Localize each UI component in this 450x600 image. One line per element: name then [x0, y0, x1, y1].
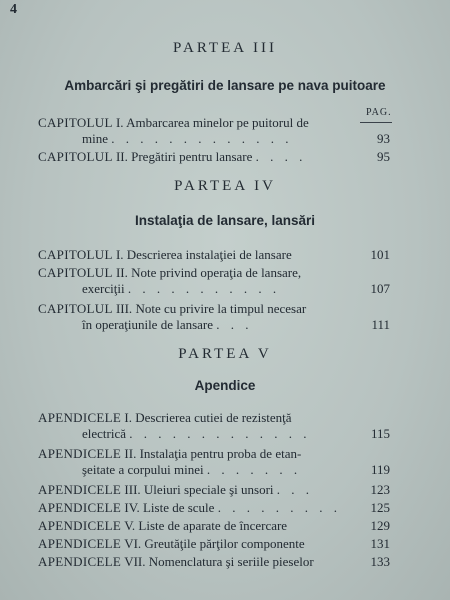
- page-ref: 101: [370, 247, 390, 262]
- part-heading-3: PARTEA III: [173, 40, 277, 56]
- toc-entry: CAPITOLUL I. Descrierea instalaţiei de lansare 101: [38, 247, 390, 262]
- pag-column-label: PAG.: [366, 107, 392, 118]
- page-ref: 111: [371, 317, 390, 332]
- toc-entry: APENDICELE IV. Liste de scule . . . . . . . . . 125: [38, 500, 390, 515]
- toc-entry: APENDICELE VII. Nomenclatura şi seriile pieselor 133: [38, 554, 390, 569]
- part-heading-4: PARTEA IV: [174, 178, 276, 194]
- page-ref: 115: [370, 426, 390, 441]
- toc-entry: APENDICELE II. Instalaţia pentru proba de etan- şeitate a corpului minei . . . . . . . 119: [38, 446, 390, 477]
- page-ref: 129: [370, 518, 390, 533]
- page-ref: 125: [370, 500, 390, 515]
- page-ref: 131: [370, 536, 390, 551]
- page-ref: 133: [370, 554, 390, 569]
- toc-entry: CAPITOLUL II. Note privind operaţia de lansare, exerciţii . . . . . . . . . . . 107: [38, 265, 390, 296]
- section-title-4: Instalaţia de lansare, lansări: [134, 213, 316, 228]
- page-ref: 123: [370, 482, 390, 497]
- page-number: 4: [10, 2, 17, 17]
- part-heading-5: PARTEA V: [178, 346, 272, 362]
- toc-entry: APENDICELE V. Liste de aparate de încercare 129: [38, 518, 390, 533]
- section-title-3: Ambarcări şi pregătiri de lansare pe nava puitoare: [64, 78, 386, 93]
- toc-entry: APENDICELE I. Descrierea cutiei de rezistenţă electrică . . . . . . . . . . . . . 115: [38, 410, 390, 441]
- toc-entry: CAPITOLUL III. Note cu privire la timpul necesar în operaţiunile de lansare . . . 111: [38, 301, 390, 332]
- toc-entry: APENDICELE VI. Greutăţile părţilor componente 131: [38, 536, 390, 551]
- page-ref: 119: [370, 462, 390, 477]
- toc-entry: APENDICELE III. Uleiuri speciale şi unsori . . . 123: [38, 482, 390, 497]
- page-ref: 93: [377, 131, 390, 146]
- section-title-5: Apendice: [194, 378, 256, 393]
- page-ref: 95: [377, 149, 390, 164]
- toc-entry: CAPITOLUL II. Pregătiri pentru lansare . . . . 95: [38, 149, 390, 164]
- toc-entry: CAPITOLUL I. Ambarcarea minelor pe puitorul de mine . . . . . . . . . . . . . 93: [38, 115, 390, 146]
- page-ref: 107: [370, 281, 390, 296]
